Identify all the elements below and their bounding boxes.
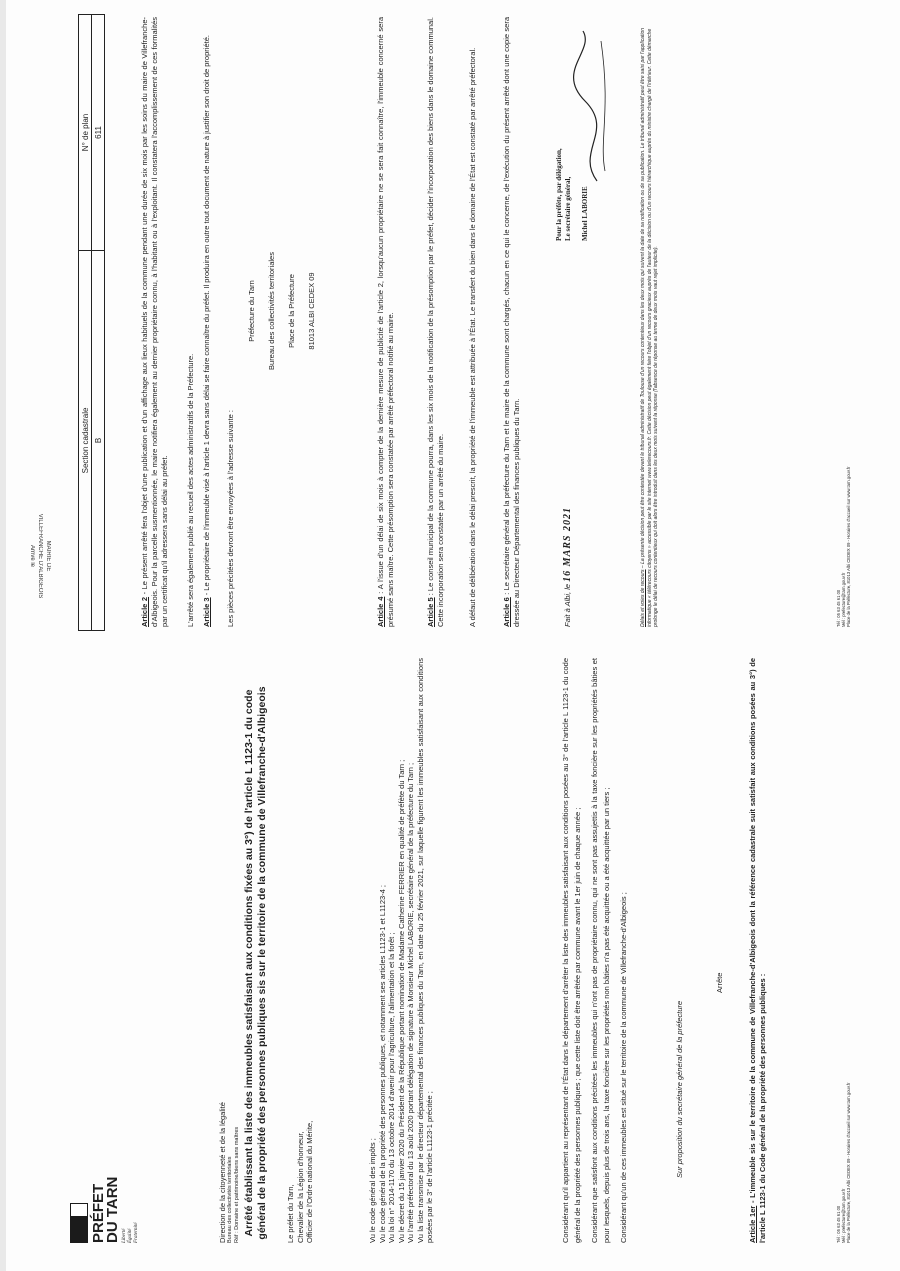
- article-2: [140, 17, 170, 627]
- marianne-flag-icon: [70, 1177, 88, 1243]
- cadastral-table: [78, 14, 105, 631]
- arrete-heading: Arrête: [715, 972, 724, 993]
- article-4-label: Article 4: [376, 596, 385, 627]
- issuing-direction: [218, 1102, 240, 1243]
- date-stamp: 16 MARS 2021: [562, 507, 573, 582]
- stamp-commune: VILLEFRANCHE D'ALBIGEOIS: [37, 513, 43, 599]
- footer-email: Mél : prefecture@tarn.gouv.fr: [841, 572, 846, 627]
- address-line: Bureau des collectivités territoriales: [267, 252, 276, 370]
- header-section: Section cadastrale: [79, 250, 92, 630]
- article-1-text: - L'immeuble sis sur le territoire de la commune de Villefranche-d'Albigeois dont la référence cadastrale suit satisfait aux conditions posées au 3°) de l'article L 1123-1 du Code général de la propriété des personnes publiques :: [748, 658, 767, 1243]
- logo-line-2: DU TARN: [104, 1176, 122, 1243]
- article-5-label: Article 5: [426, 597, 435, 627]
- arrival-stamp: [28, 481, 74, 631]
- footer-right: [836, 467, 851, 627]
- motto-egalite: Égalité: [128, 1228, 134, 1243]
- article-1-label: Article 1er: [748, 1205, 757, 1243]
- motto: [122, 1177, 140, 1243]
- reference: Réf : Domaine et patrimoine/biens sans maîtres: [233, 1126, 240, 1243]
- table-header-row: [79, 15, 92, 631]
- considerant-item: Considérant qu'un de ces immeubles est situé sur le territoire de la commune de Villefranche-d'Albigeois ;: [619, 892, 628, 1243]
- logo-line-1: PRÉFET: [90, 1183, 108, 1243]
- address-line: Préfecture du Tarn: [247, 280, 256, 342]
- motto-liberte: Liberté: [122, 1228, 128, 1243]
- footer-address: Place de la Préfecture, 81013 Albi CEDEX 09 - Horaires d'accueil sur www.tarn.gouv.fr: [846, 466, 851, 627]
- footer-address: Place de la Préfecture, 81013 Albi CEDEX 09 - Horaires d'accueil sur www.tarn.gouv.fr: [846, 1082, 851, 1243]
- visa-item: Vu le code général des impôts ;: [368, 1138, 377, 1243]
- logo-title: [92, 1177, 120, 1243]
- signing-place-date: [562, 507, 573, 627]
- left-column: [0, 641, 900, 1263]
- visa-item: Vu la loi n° 2014-1170 du 13 octobre 2014 d'avenir pour l'agriculture, l'alimentation et la forêt ;: [387, 932, 396, 1243]
- mailing-address: [246, 191, 326, 431]
- cell-section: B: [92, 250, 105, 630]
- visa-item: Vu le décret du 15 janvier 2020 du Président de la République portant nomination de Madame Catherine FERRIER en qualité de préfète du Tarn ;: [396, 759, 406, 1243]
- signature-block: [555, 21, 625, 241]
- article-4-text: : A l'issue d'un délai de six mois à compter de la dernière mesure de publicité de l'article 2, lorsqu'aucun propriétaire ne se sera fait connaître, l'immeuble concerné sera présumé sans maître. Cette présomption sera constatée par arrêté préfectoral notifié au maire.: [376, 17, 395, 627]
- prefet-block: [286, 1121, 315, 1243]
- stamp-arrive-le: Arrivé le: [29, 544, 35, 567]
- motto-fraternite: Fraternité: [134, 1222, 140, 1243]
- article-1: [748, 658, 767, 1243]
- visa-item: Vu la liste transmise par le directeur départemental des finances publiques du Tarn, en date du 25 février 2021, sur laquelle figurent les immeubles satisfaisant aux conditions posées par le 3° de l'article L1123-1 précitée ;: [415, 658, 434, 1243]
- bureau-name: Bureau des collectivités territoriales: [227, 1156, 233, 1243]
- article-3-text: - Le propriétaire de l'immeuble visé à l'article 1 devra sans délai se faire connaître du préfet. Il produira en outre tout document de nature à justifier son droit de propriété.: [202, 35, 211, 598]
- table-row: [92, 15, 105, 631]
- direction-name: Direction de la citoyenneté et de la légalité: [218, 1102, 227, 1243]
- visas: [368, 658, 435, 1243]
- article-3-label: Article 3: [202, 597, 211, 627]
- visa-item: Vu l'arrêté préfectoral du 13 août 2020 portant délégation de signature à Monsieur Michel LABORIE, secrétaire général de la préfecture du Tarn ;: [406, 762, 415, 1243]
- article-4: [376, 17, 396, 627]
- article-5-text: : Le conseil municipal de la commune pourra, dans les six mois de la notification de la présomption par le préfet, décider l'incorporation des biens dans le domaine communal. Cette incorporation sera constatée par un arrêté du maire.: [426, 17, 445, 627]
- article-6-text: : Le secrétaire général de la préfecture du Tarn et le maire de la commune sont chargés, chacun en ce qui le concerne, de l'exécution du présent arrêté dont une copie sera dressée au Directeur Départemental des finances publiques du Tarn.: [502, 17, 521, 627]
- flag-dark-stripe: [70, 1217, 88, 1243]
- footer-phone: Tél : 05 63 45 61 00: [836, 589, 841, 627]
- right-column: [0, 11, 900, 631]
- recours-text: – La présente décision peut être contestée devant le tribunal administratif de Toulouse d'un recours contentieux dans les deux mois qui suivent la date de sa notification ou de sa publication. Le tribunal administratif peut être saisi par l'application informatique « télérecours citoyens » accessible par le site internet www.telerecours.fr. Cette décision peut également faire l'objet d'un recours gracieux auprès de l'auteur de la décision ou d'un recours hiérarchique auprès du ministre chargé de l'intérieur. Cette démarche prolonge le délai de recours contentieux qui doit alors être introduit dans les deux mois suivant la réponse (l'absence de réponse au terme de deux mois vaut rejet implicite).: [640, 27, 659, 627]
- considerant-item: Considérant que satisfont aux conditions précitées les immeubles qui n'ont pas de propriétaire connu, qui ne sont pas assujettis à la taxe foncière sur les propriétés bâties et pour lesquels, depuis plus de trois ans, la taxe foncière sur les propriétés non bâties n'a pas été acquittée ou a été acquittée par un tiers ;: [590, 658, 611, 1243]
- article-5: [426, 17, 446, 627]
- proposition-line: Sur proposition du secrétaire général de la préfecture: [675, 1000, 684, 1178]
- visa-item: Vu le code général de la propriété des personnes publiques, et notamment ses articles L1123-1 et L1123-4 ;: [377, 884, 387, 1243]
- article-6: [502, 17, 522, 627]
- article-2-text: - Le présent arrêté fera l'objet d'une publication et d'un affichage aux lieux habituels de la commune pendant une durée de six mois par les soins du maire de Villefranche-d'Albigeois. Pour la parcelle susmentionnée, le maire notifiera également au dernier propriétaire connu, à l'habitant ou à l'exploitant. Il constatera l'accomplissement de ces formalités par un certificat qu'il adressera sans délai au préfet.: [140, 17, 169, 627]
- prefet-line-1: Le préfet du Tarn,: [286, 1184, 295, 1243]
- address-line: 81013 ALBI CEDEX 09: [307, 272, 316, 350]
- considerant-item: Considérant qu'il appartient au représentant de l'État dans le département d'arrêter la liste des immeubles satisfaisant aux conditions posées au 3° de l'article L 1123-1 du code général de la propriété des personnes publiques ; que cette liste doit être arrêtée par commune avant le 1er juin de chaque année ;: [561, 658, 582, 1243]
- signature-name: Michel LABORIE: [581, 186, 589, 241]
- article-6-label: Article 6: [502, 597, 511, 627]
- header-plan: N° de plan: [79, 15, 92, 251]
- default-clause: A défaut de délibération dans le délai prescrit, la propriété de l'immeuble est attribuée à l'État. Le transfert du bien dans le domaine de l'État est constaté par arrêté préfectoral.: [468, 47, 477, 627]
- article-2-label: Article 2: [140, 596, 149, 627]
- fait-a-albi: Fait à Albi, le: [563, 583, 572, 627]
- footer-phone: Tél : 05 63 45 61 00: [836, 1205, 841, 1243]
- address-line: Place de la Préfecture: [287, 274, 296, 348]
- prefet-line-2: Chevalier de la Légion d'honneur,: [295, 1131, 305, 1243]
- prefet-line-3: Officier de l'Ordre national du Mérite,: [305, 1120, 314, 1243]
- signature-delegation: Pour la préfète, par délégation,: [555, 148, 563, 241]
- recueil-line: L'arrêté sera également publié au recueil des actes administratifs de la Préfecture.: [186, 353, 195, 627]
- pieces-line: Les pièces précitées devront être envoyées à l'adresse suivante :: [226, 410, 235, 627]
- signature-role: Le secrétaire général,: [564, 176, 572, 241]
- footer-email: Mél : prefecture@tarn.gouv.fr: [841, 1188, 846, 1243]
- handwritten-signature: [555, 21, 625, 241]
- prefet-logo: [70, 1177, 140, 1243]
- flag-white-stripe: [70, 1203, 88, 1217]
- cell-plan: 611: [92, 15, 105, 251]
- footer-left: [836, 1083, 851, 1243]
- document-title: Arrêté établissant la liste des immeubles satisfaisant aux conditions fixées au 3°) de l'article L 1123-1 du code général de la propriété des personnes publiques sis sur le territoire de la commune de Villefranche-d'Albigeois: [243, 686, 268, 1240]
- stamp-mairie: MAIRIE DE: [45, 540, 51, 572]
- appeal-notice: [640, 17, 660, 627]
- recours-label: Délais et voies de recours: [640, 569, 646, 627]
- article-3: [202, 17, 212, 627]
- considerants: [560, 658, 635, 1243]
